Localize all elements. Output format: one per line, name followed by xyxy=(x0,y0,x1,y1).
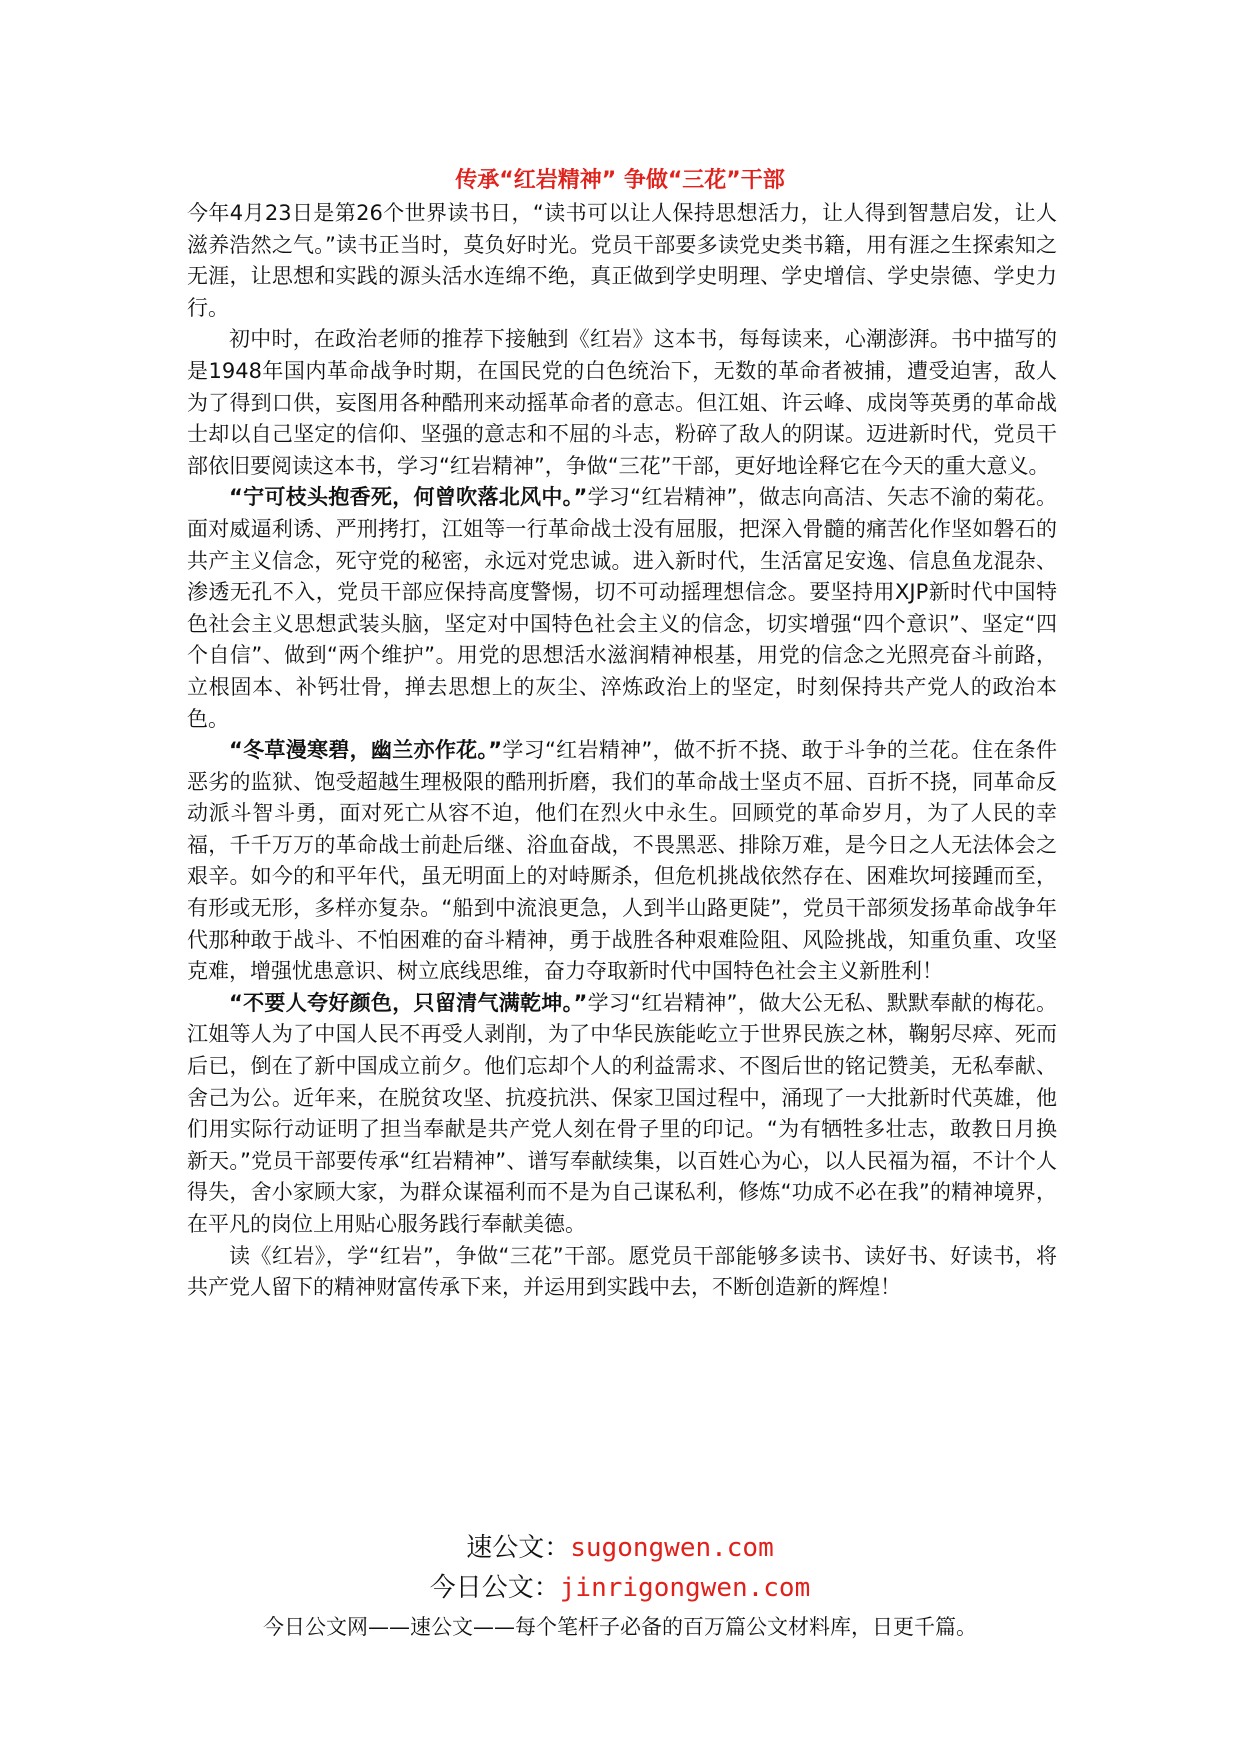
footer-sugongwen-label: 速公文： xyxy=(466,1533,571,1563)
footer-slogan: 今日公文网——速公文——每个笔杆子必备的百万篇公文材料库，日更千篇。 xyxy=(263,1615,977,1639)
paragraph-intro: 今年4月23日是第26个世界读书日，“读书可以让人保持思想活力，让人得到智慧启发，让人滋养浩然之气。”读书正当时，莫负好时光。党员干部要多读党史类书籍，用有涯之生探索知之无涯，让思想和实践的源头活水连绵不绝，真正做到学史明理、学史增信、学史崇德、学史力行。 xyxy=(187,201,1057,320)
footer-sugongwen-link[interactable]: sugongwen.com xyxy=(570,1533,774,1563)
paragraph-plum-text: 学习“红岩精神”，做大公无私、默默奉献的梅花。江姐等人为了中国人民不再受人剥削，为了中华民族能屹立于世界民族之林，鞠躬尽瘁、死而后已，倒在了新中国成立前夕。他们忘却个人的利益需求、不图后世的铭记赞美，无私奉献、舍己为公。近年来，在脱贫攻坚、抗疫抗洪、保家卫国过程中，涌现了一大批新时代英雄，他们用实际行动证明了担当奉献是共产党人刻在骨子里的印记。“为有牺牲多壮志，敢教日月换新天。”党员干部要传承“红岩精神”、谱写奉献续集，以百姓心为心，以人民福为福，不计个人得失，舍小家顾大家，为群众谋福利而不是为自己谋私利，修炼“功成不必在我”的精神境界，在平凡的岗位上用贴心服务践行奉献美德。 xyxy=(187,990,1057,1236)
paragraph-chrysanthemum-text: 学习“红岩精神”，做志向高洁、矢志不渝的菊花。面对威逼利诱、严刑拷打，江姐等一行革命战士没有屈服，把深入骨髓的痛苦化作坚如磐石的共产主义信念，死守党的秘密，永远对党忠诚。进入新时代，生活富足安逸、信息鱼龙混杂、渗透无孔不入，党员干部应保持高度警惕，切不可动摇理想信念。要坚持用XJP新时代中国特色社会主义思想武装头脑，坚定对中国特色社会主义的信念，切实增强“四个意识”、坚定“四个自信”、做到“两个维护”。用党的思想活水滋润精神根基，用党的信念之光照亮奋斗前路，立根固本、补钙壮骨，掸去思想上的灰尘、淬炼政治上的坚定，时刻保持共产党人的政治本色。 xyxy=(187,485,1057,731)
paragraph-hongyan: 初中时，在政治老师的推荐下接触到《红岩》这本书，每每读来，心潮澎湃。书中描写的是1948年国内革命战争时期，在国民党的白色统治下，无数的革命者被捕，遭受迫害，敌人为了得到口供，妄图用各种酷刑来动摇革命者的意志。但江姐、许云峰、成岗等英勇的革命战士却以自己坚定的信仰、坚强的意志和不屈的斗志，粉碎了敌人的阴谋。迈进新时代，党员干部依旧要阅读这本书，学习“红岩精神”，争做“三花”干部，更好地诠释它在今天的重大意义。 xyxy=(187,327,1057,478)
document-title: 传承“红岩精神” 争做“三花”干部 xyxy=(455,168,785,193)
paragraph-orchid-text: 学习“红岩精神”，做不折不挠、敢于斗争的兰花。住在条件恶劣的监狱、饱受超越生理极限的酷刑折磨，我们的革命战士坚贞不屈、百折不挠，同革命反动派斗智斗勇，面对死亡从容不迫，他们在烈火中永生。回顾党的革命岁月，为了人民的幸福，千千万万的革命战士前赴后继、浴血奋战，不畏黑恶、排除万难，是今日之人无法体会之艰辛。如今的和平年代，虽无明面上的对峙厮杀，但危机挑战依然存在、困难坎坷接踵而至，有形或无形，多样亦复杂。“船到中流浪更急，人到半山路更陡”，党员干部须发扬革命战争年代那种敢于战斗、不怕困难的奋斗精神，勇于战胜各种艰难险阻、风险挑战，知重负重、攻坚克难，增强忧患意识、树立底线思维，奋力夺取新时代中国特色社会主义新胜利！ xyxy=(187,738,1057,984)
footer-jinrigongwen-link[interactable]: jinrigongwen.com xyxy=(559,1573,811,1603)
paragraph-orchid xyxy=(187,735,1057,988)
paragraph-plum xyxy=(187,988,1057,1241)
paragraph-conclusion: 读《红岩》，学“红岩”，争做“三花”干部。愿党员干部能够多读书、读好书、好读书，将共产党人留下的精神财富传承下来，并运用到实践中去，不断创造新的辉煌！ xyxy=(187,1243,1057,1300)
quote-chrysanthemum: “宁可枝头抱香死，何曾吹落北风中。” xyxy=(229,485,588,510)
quote-orchid: “冬草漫寒碧，幽兰亦作花。” xyxy=(229,738,503,763)
quote-plum: “不要人夸好颜色，只留清气满乾坤。” xyxy=(229,990,588,1015)
document-body xyxy=(187,198,1057,1304)
footer-sugongwen xyxy=(0,1530,1240,1566)
paragraph-chrysanthemum xyxy=(187,482,1057,735)
footer-jinrigongwen-label: 今日公文： xyxy=(429,1573,560,1603)
footer-jinrigongwen xyxy=(0,1570,1240,1606)
